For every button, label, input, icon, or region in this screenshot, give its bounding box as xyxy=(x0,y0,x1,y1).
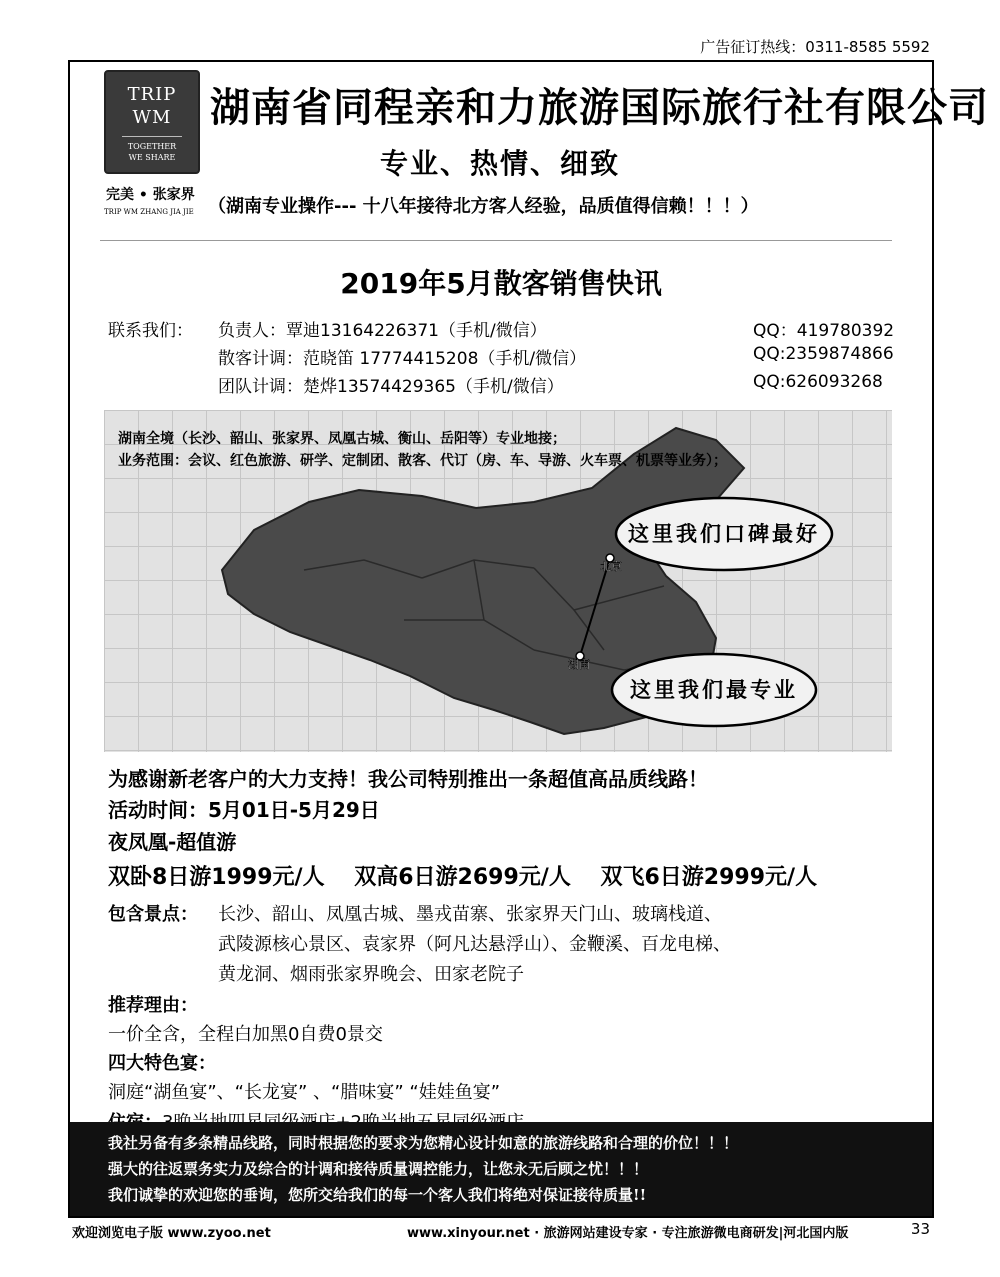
contact-row xyxy=(108,344,900,372)
logo-tagline-1: TOGETHER xyxy=(127,142,177,151)
feast-text: 洞庭“湖鱼宴”、“长龙宴” 、“腊味宴” “娃娃鱼宴” xyxy=(108,1082,501,1103)
company-name: 湖南省同程亲和力旅游国际旅行社有限公司 xyxy=(210,85,989,131)
reason-text: 一价全含，全程白加黑0自费0景交 xyxy=(108,1024,383,1045)
promotion-section xyxy=(108,764,908,1138)
china-map-panel xyxy=(104,410,892,752)
contact-qq: QQ:626093268 xyxy=(753,372,883,392)
price-item: 双卧8日游1999元/人 xyxy=(108,865,325,890)
slogan: 专业、热情、细致 xyxy=(380,147,621,180)
contact-row xyxy=(108,372,900,400)
feast-label: 四大特色宴： xyxy=(108,1053,216,1074)
sights-lines xyxy=(218,900,731,990)
header-divider xyxy=(100,240,892,241)
page-footer xyxy=(72,1222,930,1244)
headline: 2019年5月散客销售快讯 xyxy=(340,267,662,300)
logo-text-trip: TRIP xyxy=(127,84,177,105)
subtitle: （湖南专业操作--- 十八年接待北方客人经验，品质值得信赖！！！） xyxy=(208,196,759,217)
price-item: 双飞6日游2999元/人 xyxy=(600,865,818,890)
contact-info: 散客计调：范晓笛 17774415208（手机/微信） xyxy=(218,349,587,369)
reason-label: 推荐理由： xyxy=(108,995,198,1016)
city-label-hunan: 湖南 xyxy=(568,658,590,671)
brand-chinese: 完美 • 张家界 xyxy=(106,187,195,203)
promo-route-name: 夜凤凰-超值游 xyxy=(108,830,237,854)
logo-tagline-2: WE SHARE xyxy=(128,153,176,162)
price-item: 双高6日游2699元/人 xyxy=(354,865,571,890)
sights-label: 包含景点： xyxy=(108,904,198,925)
closing-banner xyxy=(70,1122,932,1216)
contact-label: 联系我们： xyxy=(108,321,193,341)
closing-line: 我社另备有多条精品线路，同时根据您的要求为您精心设计如意的旅游线路和合理的价位！！！ xyxy=(108,1134,739,1152)
city-label-beijing: 北京 xyxy=(600,560,622,573)
footer-ebook-link[interactable]: 欢迎浏览电子版 www.zyoo.net xyxy=(72,1226,271,1241)
contact-qq: QQ：419780392 xyxy=(753,321,895,341)
bubble-top-text: 这里我们口碑最好 xyxy=(628,522,820,546)
closing-line: 强大的往返票务实力及综合的计调和接待质量调控能力，让您永无后顾之忧！！！ xyxy=(108,1160,649,1178)
map-caption-business-scope: 业务范围：会议、红色旅游、研学、定制团、散客、代订（房、车、导游、火车票、机票等业务）； xyxy=(118,453,727,469)
promo-intro: 为感谢新老客户的大力支持！我公司特别推出一条超值高品质线路！ xyxy=(108,767,708,791)
footer-site-link[interactable]: www.xinyour.net · 旅游网站建设专家 · 专注旅游微电商研发|河北国内版 xyxy=(407,1226,849,1241)
promo-period: 活动时间：5月01日-5月29日 xyxy=(108,798,380,822)
contact-qq: QQ:2359874866 xyxy=(753,344,894,364)
bubble-bottom-text: 这里我们最专业 xyxy=(630,678,798,702)
sights-line: 黄龙洞、烟雨张家界晚会、田家老院子 xyxy=(218,964,524,985)
brand-english: TRIP WM ZHANG JIA JIE xyxy=(104,208,194,216)
contact-row xyxy=(108,316,900,344)
logo-rule xyxy=(122,136,182,137)
contact-list xyxy=(108,316,900,400)
logo-text-wm: WM xyxy=(132,107,172,128)
sights-line: 长沙、韶山、凤凰古城、墨戎苗寨、张家界天门山、玻璃栈道、 xyxy=(218,904,722,925)
sights-line: 武陵源核心景区、袁家界（阿凡达悬浮山）、金鞭溪、百龙电梯、 xyxy=(218,934,731,955)
contact-info: 负责人：覃迪13164226371（手机/微信） xyxy=(218,321,547,341)
ad-hotline: 广告征订热线：0311-8585 5592 xyxy=(700,38,930,56)
map-caption-service-area: 湖南全境（长沙、韶山、张家界、凤凰古城、衡山、岳阳等）专业地接； xyxy=(118,431,566,447)
company-logo xyxy=(104,70,200,174)
price-list xyxy=(108,858,908,898)
contact-info: 团队计调：楚烨13574429365（手机/微信） xyxy=(218,377,564,397)
closing-line: 我们诚挚的欢迎您的垂询，您所交给我们的每一个客人我们将绝对保证接待质量!! xyxy=(108,1186,647,1204)
ad-frame xyxy=(68,60,989,1218)
page-number: 33 xyxy=(910,1220,930,1238)
sights-block xyxy=(108,900,908,992)
